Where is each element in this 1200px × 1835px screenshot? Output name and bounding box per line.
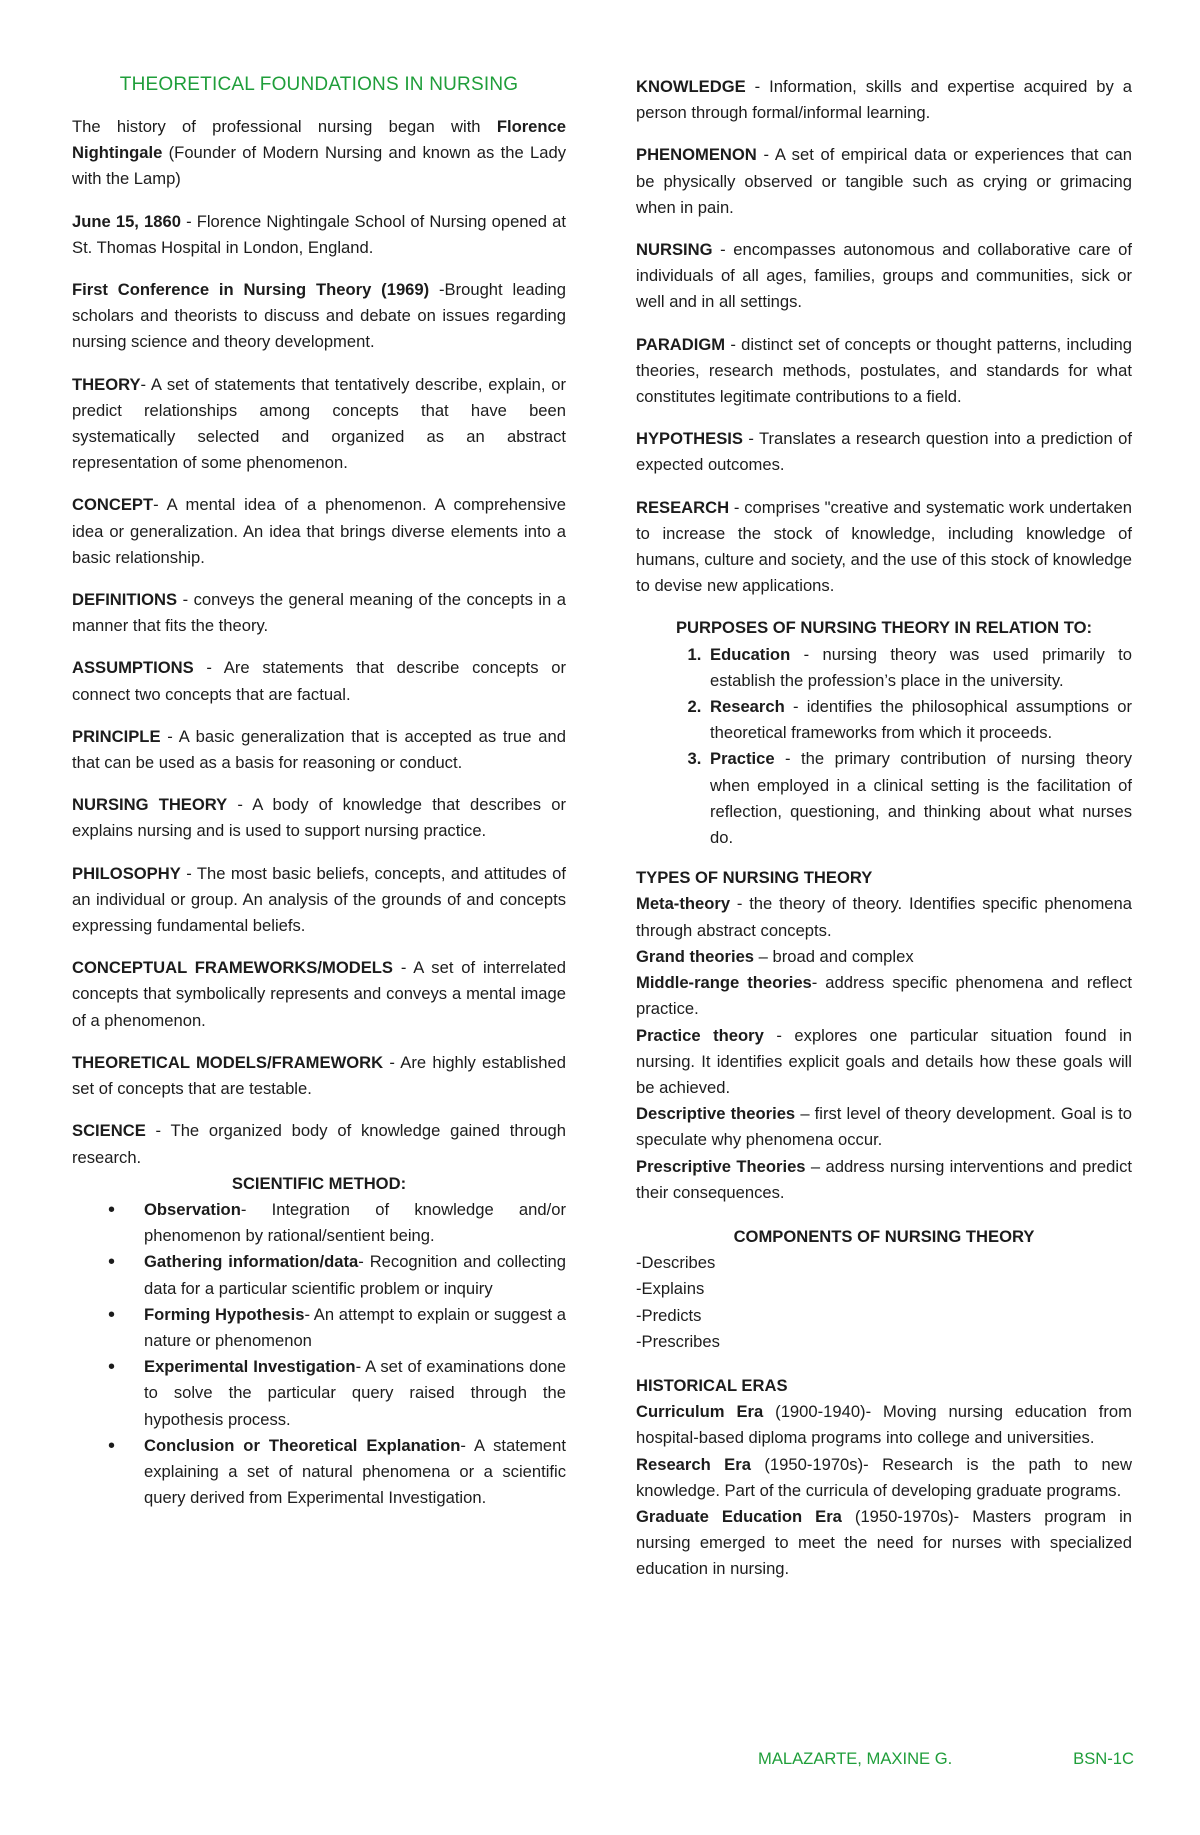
item-term: Middle-range theories (636, 973, 812, 993)
entry-term: NURSING (636, 240, 713, 260)
purposes-heading: PURPOSES OF NURSING THEORY IN RELATION TO: (675, 618, 1093, 638)
item-term: Descriptive theories (636, 1104, 796, 1124)
entry-term: DEFINITIONS (72, 590, 178, 610)
item-desc: – broad and complex (754, 946, 914, 966)
entry-desc: - A body of knowledge that describes or explains nursing and is used to support nursing practice. (72, 795, 566, 841)
item-desc: - A set of examinations done to solve the particular query raised through the hypothesis process. (144, 1357, 566, 1429)
page-title: THEORETICAL FOUNDATIONS IN NURSING (119, 74, 519, 95)
entry-desc: -Brought leading scholars and theorists to discuss and debate on issues regarding nursing science and theory development. (72, 280, 566, 352)
course-section: BSN-1C (1073, 1749, 1134, 1768)
entry-term: June 15, 1860 (72, 211, 181, 231)
entry-term: PRINCIPLE (72, 726, 161, 746)
item-term: Gathering information/data (144, 1252, 359, 1272)
author-name: MALAZARTE, MAXINE G. (758, 1749, 953, 1768)
entry-research (636, 495, 1132, 600)
item-term: Research (710, 697, 785, 717)
item-term: Observation (144, 1199, 241, 1219)
type-item (636, 891, 1132, 943)
item-desc: - identifies the philosophical assumptions or theoretical frameworks from which it proceeds. (710, 697, 1132, 743)
components-heading: COMPONENTS OF NURSING THEORY (733, 1226, 1035, 1246)
entry-nursing-theory (72, 792, 566, 844)
era-item (636, 1504, 1132, 1583)
entry-desc: - Florence Nightingale School of Nursing opened at St. Thomas Hospital in London, England. (72, 211, 566, 257)
scientific-method-heading: SCIENTIFIC METHOD: (231, 1173, 407, 1193)
components-section (636, 1224, 1132, 1355)
component-item: -Describes (636, 1253, 716, 1273)
entry-term: First Conference in Nursing Theory (1969) (72, 280, 430, 300)
item-desc: – first level of theory development. Goal is to speculate why phenomena occur. (636, 1104, 1132, 1150)
entry-term: HYPOTHESIS (636, 429, 743, 449)
entry-desc: - The most basic beliefs, concepts, and attitudes of an individual or group. An analysis of the grounds of and concepts expressing fundamental beliefs. (72, 863, 566, 936)
entry-phenomenon (636, 142, 1132, 221)
scientific-method-list (72, 1197, 566, 1511)
type-item (636, 1154, 1132, 1206)
entry-term: PHILOSOPHY (72, 863, 181, 883)
entry-term: NURSING THEORY (72, 795, 228, 815)
item-desc: (1950-1970s)- Masters program in nursing emerged to meet the need for nurses with specialized education in nursing. (636, 1506, 1132, 1579)
purposes-list (636, 642, 1132, 852)
entry-term: SCIENCE (72, 1121, 146, 1141)
item-term: Grand theories (636, 946, 755, 966)
item-term: Practice (710, 749, 775, 769)
entry-term: CONCEPT (72, 495, 154, 515)
list-item (144, 1249, 566, 1301)
intro-text: The history of professional nursing began with (72, 117, 497, 136)
component-item: -Predicts (636, 1305, 702, 1325)
item-term: Meta-theory (636, 894, 731, 914)
item-term: Experimental Investigation (144, 1357, 356, 1377)
intro-text-end: (Founder of Modern Nursing and known as the Lady with the Lamp) (72, 143, 566, 189)
entry-june-1860 (72, 209, 566, 261)
entry-concept (72, 492, 566, 571)
entry-first-conference (72, 277, 566, 356)
entry-desc: - Are statements that describe concepts or connect two concepts that are factual. (72, 658, 566, 704)
entry-desc: - A set of interrelated concepts that symbolically represents and conveys a mental image of a phenomenon. (72, 958, 566, 1030)
eras-heading: HISTORICAL ERAS (636, 1375, 788, 1395)
entry-term: PHENOMENON (636, 145, 757, 165)
type-item (636, 944, 1132, 970)
entry-principle (72, 724, 566, 776)
item-term: Curriculum Era (636, 1402, 764, 1422)
entry-desc: - encompasses autonomous and collaborative care of individuals of all ages, families, groups and communities, sick or well and in all settings. (636, 240, 1132, 312)
eras-section (636, 1373, 1132, 1583)
entry-desc: - distinct set of concepts or thought patterns, including theories, research methods, postulates, and standards for what constitutes legitimate contributions to a field. (636, 334, 1132, 407)
entry-desc: - A basic generalization that is accepted as true and that can be used as a basis for reasoning or conduct. (72, 726, 566, 773)
item-desc: - An attempt to explain or suggest a nature or phenomenon (144, 1304, 567, 1350)
list-item (706, 642, 1132, 694)
list-item (144, 1302, 566, 1354)
entry-theoretical-models (72, 1050, 566, 1102)
entry-desc: - The organized body of knowledge gained through research. (72, 1121, 566, 1167)
entry-term: RESEARCH (636, 497, 730, 517)
entry-desc: - A set of empirical data or experiences that can be physically observed or tangible such as crying or grimacing when in pain. (636, 145, 1132, 217)
entry-term: PARADIGM (636, 334, 726, 354)
entry-assumptions (72, 655, 566, 707)
item-desc: (1950-1970s)- Research is the path to new knowledge. Part of the curricula of developing graduate programs. (636, 1454, 1132, 1500)
item-desc: - nursing theory was used primarily to establish the profession’s place in the university. (710, 644, 1132, 690)
intro-paragraph (72, 114, 566, 193)
right-column (636, 74, 1132, 1583)
item-term: Graduate Education Era (636, 1506, 842, 1526)
entry-term: ASSUMPTIONS (72, 658, 194, 678)
item-desc: - the primary contribution of nursing theory when employed in a clinical setting is the facilitation of reflection, questioning, and thinking about what nurses do. (710, 749, 1132, 848)
item-term: Forming Hypothesis (144, 1304, 305, 1324)
left-column (72, 74, 566, 1511)
entry-desc: - Are highly established set of concepts that are testable. (72, 1052, 566, 1099)
era-item (636, 1399, 1132, 1451)
entry-term: THEORY (72, 374, 141, 394)
types-heading: TYPES OF NURSING THEORY (636, 868, 873, 888)
entry-term: KNOWLEDGE (636, 77, 746, 96)
entry-desc: - conveys the general meaning of the concepts in a manner that fits the theory. (72, 590, 566, 636)
item-desc: – address nursing interventions and predict their consequences. (636, 1156, 1132, 1202)
list-item (144, 1354, 566, 1433)
entry-desc: - Translates a research question into a prediction of expected outcomes. (636, 429, 1132, 475)
entry-desc: - Information, skills and expertise acquired by a person through formal/informal learning. (636, 77, 1132, 123)
item-desc: - the theory of theory. Identifies specific phenomena through abstract concepts. (636, 894, 1132, 940)
entry-knowledge (636, 74, 1132, 126)
type-item (636, 970, 1132, 1022)
entry-theory (72, 372, 566, 477)
entry-nursing (636, 237, 1132, 316)
item-desc: - Integration of knowledge and/or phenomenon by rational/sentient being. (144, 1199, 566, 1246)
entry-definitions (72, 587, 566, 639)
list-item (144, 1433, 566, 1512)
item-term: Prescriptive Theories (636, 1156, 806, 1176)
type-item (636, 1023, 1132, 1102)
intro-name: Florence Nightingale (72, 117, 566, 163)
entry-desc: - comprises "creative and systematic work undertaken to increase the stock of knowledge, including knowledge of humans, culture and society, and the use of this stock of knowledge to devise new applications. (636, 497, 1132, 596)
entry-term: CONCEPTUAL FRAMEWORKS/MODELS (72, 958, 393, 978)
type-item (636, 1101, 1132, 1153)
component-item: -Explains (636, 1279, 705, 1299)
entry-hypothesis (636, 426, 1132, 478)
entry-conceptual-frameworks (72, 955, 566, 1034)
item-term: Conclusion or Theoretical Explanation (144, 1435, 461, 1455)
types-section (636, 865, 1132, 1206)
list-item (144, 1197, 566, 1249)
entry-paradigm (636, 332, 1132, 411)
item-term: Practice theory (636, 1025, 764, 1045)
item-desc: - explores one particular situation found in nursing. It identifies explicit goals and details how these goals will be achieved. (636, 1025, 1132, 1097)
item-desc: - A statement explaining a set of natural phenomena or a scientific query derived from Experimental Investigation. (144, 1435, 566, 1508)
entry-desc: - A mental idea of a phenomenon. A comprehensive idea or generalization. An idea that brings diverse elements into a basic relationship. (72, 495, 566, 567)
list-item (706, 694, 1132, 746)
component-item: -Prescribes (636, 1331, 720, 1351)
entry-term: THEORETICAL MODELS/FRAMEWORK (72, 1052, 384, 1072)
entry-desc: - A set of statements that tentatively describe, explain, or predict relationships among concepts that have been systematically selected and organized as an abstract representation of some phenomenon. (72, 374, 566, 473)
entry-philosophy (72, 861, 566, 940)
list-item (706, 746, 1132, 851)
item-desc: - Recognition and collecting data for a particular scientific problem or inquiry (144, 1252, 567, 1298)
entry-science (72, 1118, 566, 1170)
item-term: Research Era (636, 1454, 751, 1474)
era-item (636, 1452, 1132, 1504)
item-desc: - address specific phenomena and reflect practice. (636, 973, 1133, 1019)
item-term: Education (710, 644, 791, 664)
item-desc: (1900-1940)- Moving nursing education from hospital-based diploma programs into college and universities. (636, 1402, 1132, 1448)
